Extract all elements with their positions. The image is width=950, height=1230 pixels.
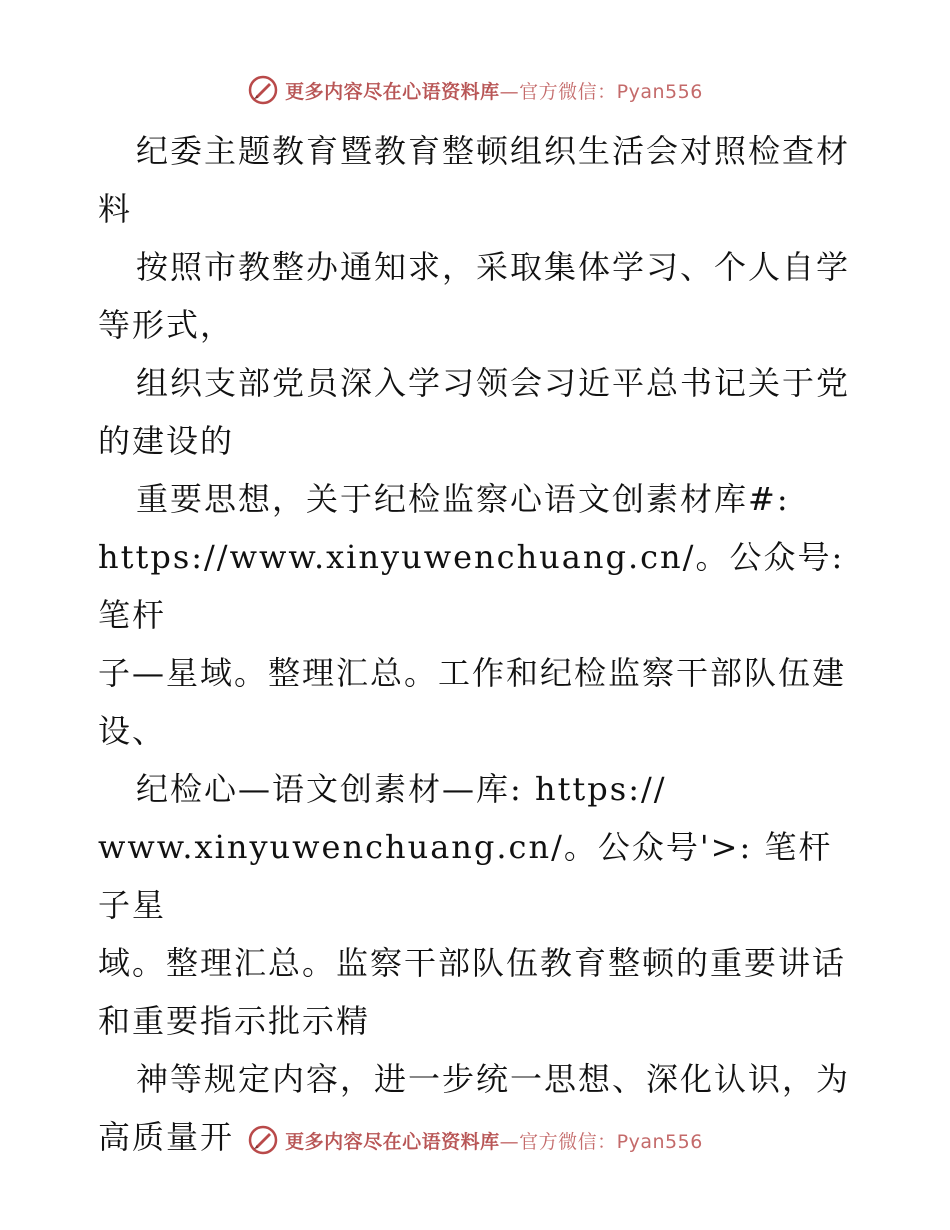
header-watermark	[0, 70, 950, 110]
paragraph: 组织支部党员深入学习领会习近平总书记关于党 的建设的	[98, 364, 851, 460]
document-body	[98, 122, 858, 1166]
quill-logo-icon	[247, 74, 279, 106]
paragraph: 纪检心—语文创素材—库: https:// www.xinyuwenchuang.cn/。公众号'>: 笔杆子星 域。整理汇总。监察干部队伍教育整顿的重要讲话 和重要指示批示精	[98, 770, 847, 1040]
footer-watermark	[0, 1120, 950, 1160]
quill-logo-icon	[247, 1124, 279, 1156]
watermark-secondary: —官方微信：Pyan556	[499, 1130, 703, 1153]
watermark-secondary: —官方微信：Pyan556	[499, 80, 703, 103]
paragraph: 纪委主题教育暨教育整顿组织生活会对照检查材 料	[98, 132, 851, 228]
paragraph: 重要思想，关于纪检监察心语文创素材库#: https://www.xinyuwenchuang.cn/。公众号: 笔杆 子—星域。整理汇总。工作和纪检监察干部队伍建 设、	[98, 480, 857, 750]
paragraph: 按照市教整办通知求，采取集体学习、个人自学 等形式，	[98, 248, 851, 344]
paragraph: 神等规定内容，进一步统一思想、深化认识，为 高质量开	[98, 1060, 851, 1156]
watermark-primary: 更多内容尽在心语资料库	[285, 80, 500, 103]
watermark-primary: 更多内容尽在心语资料库	[285, 1130, 500, 1153]
